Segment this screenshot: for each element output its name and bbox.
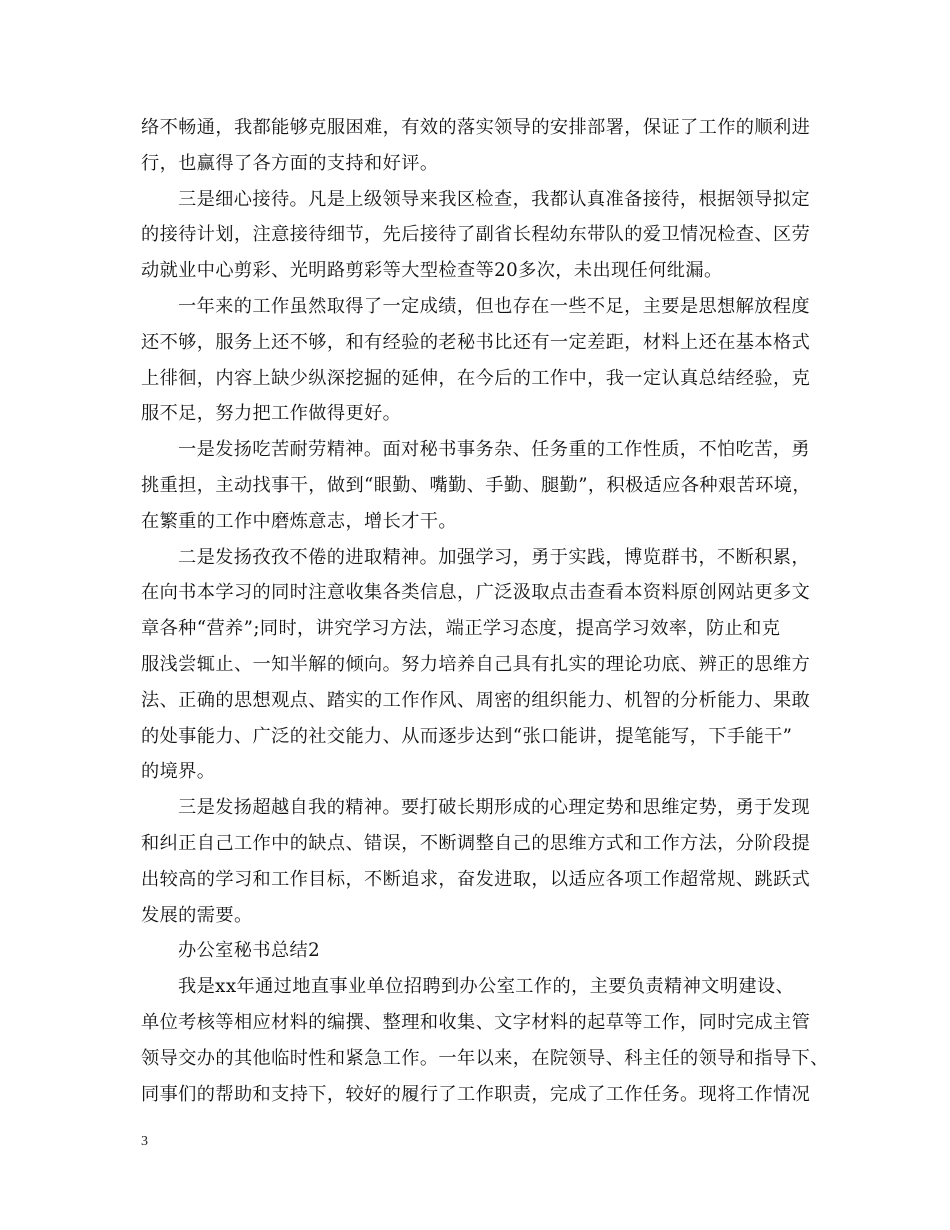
text-line: 法、正确的思想观点、踏实的工作作风、周密的组织能力、机智的分析能力、果敢 [141,689,811,711]
page-number: 3 [141,1134,148,1149]
text-line: 单位考核等相应材料的编撰、整理和收集、文字材料的起草等工作，同时完成主管 [141,1011,811,1033]
body-text [141,110,831,1112]
text-line: 同事们的帮助和支持下，较好的履行了工作职责，完成了工作任务。现将工作情况 [141,1083,811,1105]
text-line: 还不够，服务上还不够，和有经验的老秘书比还有一定差距，材料上还在基本格式 [141,331,811,353]
text-line: 二是发扬孜孜不倦的进取精神。加强学习，勇于实践，博览群书，不断积累， [178,546,810,568]
text-line: 和纠正自己工作中的缺点、错误，不断调整自己的思维方式和工作方法，分阶段提 [141,832,811,854]
text-line: 的处事能力、广泛的社交能力、从而逐步达到“张口能讲，提笔能写，下手能干” [141,725,793,747]
text-line: 络不畅通，我都能够克服困难，有效的落实领导的安排部署，保证了工作的顺利进 [141,117,811,138]
text-line: 挑重担，主动找事干，做到“眼勤、嘴勤、手勤、腿勤”，积极适应各种艰苦环境， [141,474,811,496]
text-line: 发展的需要。 [141,904,253,926]
text-line: 的接待计划，注意接待细节，先后接待了副省长程幼东带队的爱卫情况检查、区劳 [141,224,811,246]
text-line: 我是xx年通过地直事业单位招聘到办公室工作的，主要负责精神文明建设、 [178,976,795,998]
text-line: 一年来的工作虽然取得了一定成绩，但也存在一些不足，主要是思想解放程度 [178,295,810,317]
text-line: 办公室秘书总结2 [178,940,321,962]
text-line: 服不足，努力把工作做得更好。 [141,403,402,425]
text-line: 领导交办的其他临时性和紧急工作。一年以来，在院领导、科主任的领导和指导下、 [141,1047,829,1069]
text-line: 在向书本学习的同时注意收集各类信息，广泛汲取点击查看本资料原创网站更多文 [141,582,811,604]
text-line: 在繁重的工作中磨炼意志，增长才干。 [141,510,457,532]
text-line: 一是发扬吃苦耐劳精神。面对秘书事务杂、任务重的工作性质，不怕吃苦，勇 [178,439,810,461]
text-line: 章各种“营养”;同时，讲究学习方法，端正学习态度，提高学习效率，防止和克 [141,618,781,640]
text-line: 行，也赢得了各方面的支持和好评。 [141,152,439,174]
text-line: 三是发扬超越自我的精神。要打破长期形成的心理定势和思维定势，勇于发现 [178,797,810,819]
text-line: 上徘徊，内容上缺少纵深挖掘的延伸，在今后的工作中，我一定认真总结经验，克 [141,367,811,389]
text-line: 三是细心接待。凡是上级领导来我区检查，我都认真准备接待，根据领导拟定 [178,188,810,210]
text-line: 出较高的学习和工作目标，不断追求，奋发进取，以适应各项工作超常规、跳跃式 [141,868,811,890]
text-line: 动就业中心剪彩、光明路剪彩等大型检查等20多次，未出现任何纰漏。 [141,260,723,282]
text-line: 的境界。 [141,761,216,783]
text-line: 服浅尝辄止、一知半解的倾向。努力培养自己具有扎实的理论功底、辨正的思维方 [141,653,811,675]
